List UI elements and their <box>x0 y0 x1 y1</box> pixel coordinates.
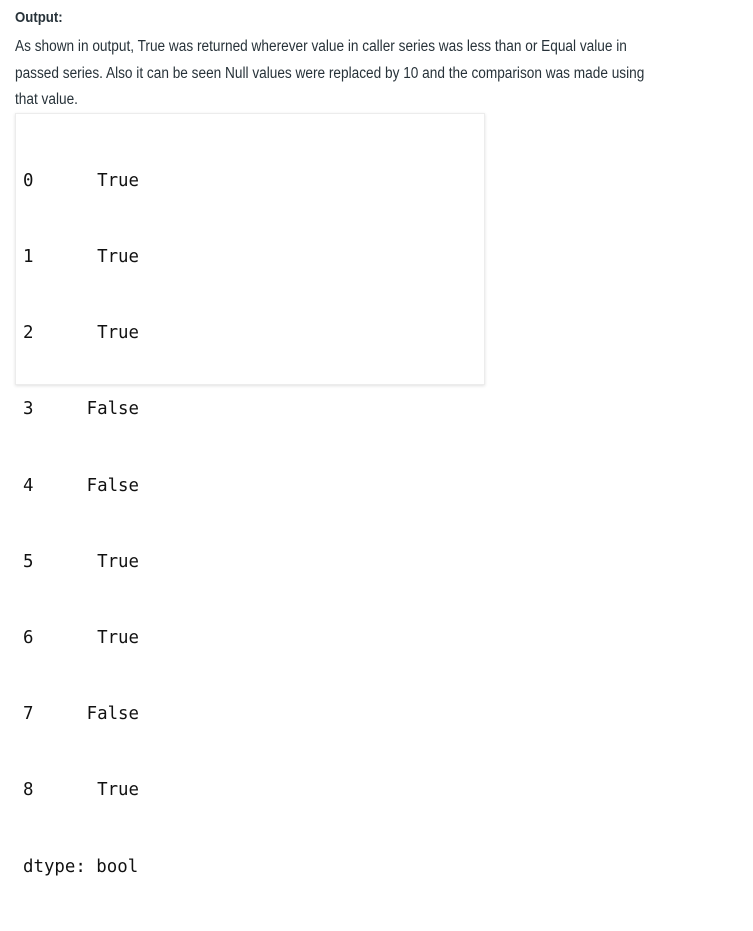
row-value: True <box>97 170 139 191</box>
description-paragraph <box>15 34 741 114</box>
output-row <box>23 321 139 346</box>
output-heading: Output: <box>15 9 63 26</box>
paragraph-line: As shown in output, True was returned wherever value in caller series was less than or Equal value in <box>15 38 627 55</box>
row-index: 8 <box>23 780 34 801</box>
row-value: False <box>86 475 139 496</box>
row-value: True <box>97 247 139 268</box>
output-row <box>23 702 139 727</box>
row-value: True <box>97 551 139 572</box>
row-index: 4 <box>23 475 34 496</box>
row-index: 3 <box>23 399 34 420</box>
dtype-line: dtype: bool <box>23 856 139 877</box>
row-value: True <box>97 323 139 344</box>
row-index: 2 <box>23 323 34 344</box>
row-index: 1 <box>23 247 34 268</box>
row-value: False <box>86 704 139 725</box>
row-index: 5 <box>23 551 34 572</box>
row-value: True <box>97 780 139 801</box>
output-row <box>23 397 139 422</box>
row-index: 0 <box>23 170 34 191</box>
output-row <box>23 245 139 270</box>
output-row <box>23 626 139 651</box>
row-value: False <box>86 399 139 420</box>
output-code-block <box>15 113 485 877</box>
output-row <box>23 550 139 575</box>
output-row <box>23 169 139 194</box>
paragraph-line: that value. <box>15 91 78 108</box>
row-index: 7 <box>23 704 34 725</box>
code-content <box>23 118 139 931</box>
row-index: 6 <box>23 628 34 649</box>
output-row <box>23 778 139 803</box>
paragraph-line: passed series. Also it can be seen Null values were replaced by 10 and the comparison was made using <box>15 64 645 82</box>
output-row <box>23 474 139 499</box>
row-value: True <box>97 628 139 649</box>
